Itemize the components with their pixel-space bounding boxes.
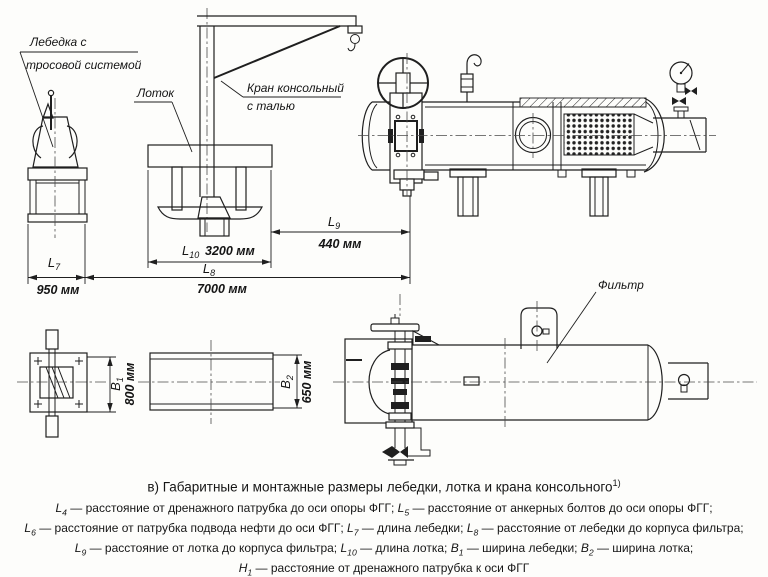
hoist-pulley [351, 35, 360, 44]
winch-frame-right [79, 180, 85, 214]
outlet-funnel [634, 114, 653, 155]
filter-side-view [333, 278, 757, 465]
tray-post-right [236, 167, 246, 210]
dim-L7-value: 950 мм [36, 283, 80, 297]
dimension-B1 [87, 357, 137, 412]
crane-label-line1: Кран консольный [247, 81, 344, 95]
tray-plan [150, 353, 273, 410]
filter-label: Фильтр [598, 278, 644, 292]
dim-L10-symbol: $L_{10}$ [182, 243, 200, 260]
crane-brace [214, 26, 340, 78]
nameplate-slot [464, 377, 479, 385]
winch-front-view [20, 35, 142, 238]
tray-label: Лоток [137, 86, 175, 100]
legend-line: $L_6$ — расстояние от патрубка подвода нефти до оси ФГГ; $L_7$ — длина лебедки; $L_8$ — расстояние от лебедки до корпуса фильтра; [24, 520, 744, 538]
column-foot-block [200, 218, 229, 236]
dim-B1-symbol: $B_1$ [108, 377, 125, 391]
vessel-assembly [358, 53, 716, 216]
dim-L7-symbol: $L_7$ [47, 255, 61, 272]
cable-wraps [46, 367, 70, 398]
legend-line: $H_1$ — расстояние от дренажного патрубка к оси ФГГ [238, 560, 530, 577]
crane-jib [197, 16, 356, 26]
vessel-right-head [644, 98, 664, 172]
filter-outlet-pipe [668, 363, 708, 399]
valve-handwheel [371, 324, 419, 331]
handwheel-hub [396, 73, 410, 93]
dim-L8-symbol: $L_8$ [202, 261, 216, 278]
support-leg-left [458, 177, 478, 216]
pressure-gauge-assembly [670, 62, 697, 118]
vessel-top-grating [520, 98, 646, 107]
legend-line: $L_9$ — расстояние от лотка до корпуса фильтра; $L_{10}$ — длина лотка; $B_1$ — ширина лебедки; $B_2$ — ширина лотка; [74, 540, 694, 558]
figure-caption [0, 478, 768, 495]
dimension-B2 [273, 355, 314, 408]
dimension-L9 [271, 214, 410, 251]
dim-L9-symbol: $L_9$ [327, 214, 341, 231]
hoist-hook [348, 44, 355, 51]
winch-bottom-slab [28, 214, 87, 222]
filter-shell [412, 345, 648, 420]
winch-label-line1: Лебедка с [30, 35, 87, 49]
filter-valve-stack [371, 314, 439, 465]
dim-B1-value: 800 мм [123, 362, 137, 406]
perforated-plate [564, 114, 634, 155]
gauge-needle [681, 64, 689, 74]
legend [0, 501, 768, 577]
hoist-trolley [348, 26, 362, 33]
tray-top-view [138, 340, 280, 424]
cantilever-crane [197, 8, 362, 232]
dim-L8-value: 7000 мм [197, 282, 247, 296]
gas-outlet-pipe [653, 118, 706, 152]
support-leg-right [590, 177, 608, 216]
dim-L9-value: 440 мм [318, 237, 362, 251]
lifting-lug [521, 308, 557, 349]
inlet-valve-assembly [378, 58, 428, 183]
hook-curve [467, 55, 481, 74]
winch-base-slab [28, 168, 87, 180]
vessel-supports [450, 169, 635, 216]
winch-body [33, 117, 78, 167]
lifting-hook [461, 55, 481, 102]
dim-B2-symbol: $B_2$ [278, 375, 295, 389]
dim-B2-value: 650 мм [300, 360, 314, 404]
caption-marker: в) [147, 479, 159, 495]
caption-footnote-marker: 1) [612, 478, 621, 488]
winch-top-view [17, 330, 108, 437]
winch-label-line2: тросовой системой [26, 58, 142, 72]
tray-post-left [172, 167, 182, 210]
winch-frame-left [30, 180, 36, 214]
caption-text: Габаритные и монтажные размеры лебедки, лотка и крана консольного [158, 479, 613, 495]
filter-label-leader [547, 292, 596, 363]
filter-right-head [648, 345, 662, 420]
legend-line: $L_4$ — расстояние от дренажного патрубка до оси опоры ФГГ; $L_5$ — расстояние от анкерных болтов до оси опоры ФГГ; [55, 501, 713, 518]
dim-L10-value: 3200 мм [205, 244, 255, 258]
tray-slab [148, 145, 272, 167]
dimension-L7 [28, 224, 85, 297]
pipe-plug [679, 375, 690, 386]
crane-label-line2: с талью [247, 99, 295, 113]
vessel-left-head [362, 102, 372, 170]
winch-lever-knob [48, 90, 53, 95]
crane-label-leader [221, 81, 243, 97]
